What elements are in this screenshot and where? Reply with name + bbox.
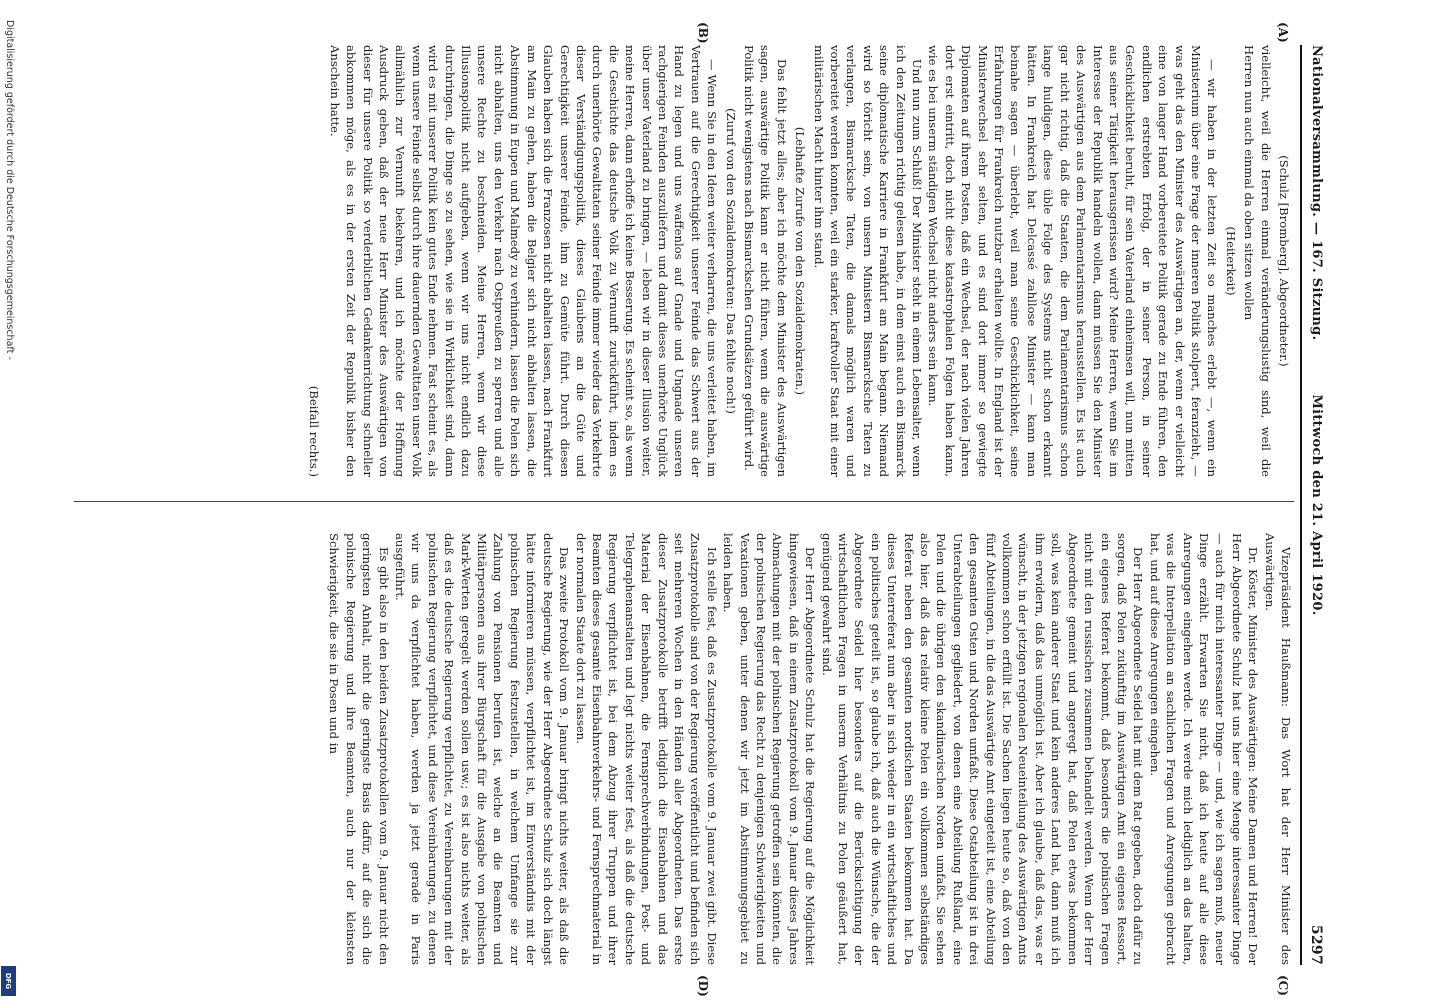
page-number: 5297: [1308, 924, 1324, 965]
paragraph: Es gibt also in den beiden Zusatzprotokollen vom 9. Januar nicht den geringsten Anhalt, nicht die geringste Basis dafür, auf die sich die polnische Regierung und ihre Beamten, auch nur der kleinsten Schwierigkeit, die sie in Posen und in: [327, 533, 391, 965]
paragraph: Ich stelle fest, daß es Zusatzprotokolle vom 9. Januar zwei gibt. Diese Zusatzprotokolle sind von der Regierung veröffentlicht und befinden sich seit mehreren Wochen in den Händen aller Abgeordneten. Das erste dieser Zusatzprotokolle betrifft lediglich die Eisenbahnen und das Material der Eisenbahnen, die Fernsprechverbindungen, Post- und Telegraphenanstalten und legt nichts weiter fest, als daß die deutsche Regierung verpflichtet ist, bei dem Abzug ihrer Truppen und ihrer Beamten dieses gesamte Eisenbahnverkehrs- und Fernsprechmaterial in der normalen Staate dort zu lassen.: [573, 533, 719, 965]
paragraph: Das fehlt jetzt alles; aber ich möchte dem Minister des Auswärtigen sagen, auswärtige Politik kann er nicht führen, wenn die auswärtige Politik nicht wenigstens nach Bismarckschen Grundsätzen geführt wird.: [742, 45, 789, 477]
margin-mark-a: (A): [1276, 22, 1290, 43]
margin-mark-d: (D): [696, 975, 710, 997]
dfg-logo: [1, 966, 16, 996]
dfg-logo-text: DFG: [4, 972, 13, 990]
paragraph: Der Herr Abgeordnete Seidel hat mit dem Rat gegeben, doch dafür zu sorgen, daß Polen zukünftig im Auswärtigen Amt ein eigenes Ressort, ein eigenes Referat bekommt, daß besonders die polnischen Fragen nicht mit den russischen zusammen behandelt werden. Wenn der Herr Abgeordnete gemeint und angeregt hat, daß Polen etwas bekommen soll, was kein anderer Staat und kein anderes Land hat, dann muß ich ihm erwidern, daß das unmöglich ist. Aber ich glaube, daß das, was er wünscht, in der jetzigen regionalen Neueinteilung des Auswärtigen Amts vollkommen schon erfüllt ist. Die Sachen liegen heute so, daß von den fünf Abteilungen, in die das Auswärtige Amt eingeteilt ist, eine Abteilung den gesamten Osten und Norden umfaßt. Diese Ostabteilung ist in drei Unterabteilungen gegliedert, von denen eine Abteilung Rußland, eine Polen und die übrigen den skandinavischen Norden umfaßt. Sie sehen also hier, daß das relativ kleine Polen ein vollkommen selbständiges Referat neben den gesamten nordischen Staaten bekommen hat. Da dieses Unterreferat nun aber in sich wieder in ein wirtschaftliches und ein politisches geteilt ist, so glaube ich, daß auch die Wünsche, die der Abgeordnete Seidel hier besonders auf die Berücksichtigung der wirtschaftlichen Fragen in unserm Verhältnis zu Polen geäußert hat, genügend gewahrt sind.: [819, 533, 1146, 965]
column-divider: [74, 501, 1294, 502]
applause-note: (Beifall rechts.): [307, 385, 322, 477]
running-header: [1300, 45, 1330, 965]
paragraph: Der Herr Abgeordnete Schulz hat die Regierung auf die Möglichkeit hingewiesen, daß in einem Zusatzprotokoll vom 9. Januar dieses Jahres Abmachungen mit der polnischen Regierung getroffen sein könnten, die der polnischen Regierung das Recht zu denjenigen Schwierigkeiten und Vexationen geben, unter denen wir jetzt im Abstimmungsgebiet zu leiden haben.: [721, 533, 818, 965]
margin-mark-c: (C): [1276, 975, 1290, 996]
paragraph: — wir haben in der letzten Zeit so manches erlebt —, wenn ein Ministerium über eine Frage der inneren Politik stolpert, feranzieht, — was geht das den Minister des Auswärtigen an, der, wenn er vielleicht eine von langer Hand vorbereitete Politik gerade zu Ende führen, den endlichen erstrebten Erfolg, der in seiner Person, in seiner Geschicklichkeit beruht, für sein Vaterland einheimsen will, nun mitten aus seiner Tätigkeit herausgerissen wird? Meine Herren, wenn Sie im Interesse der Republik handeln wollen, dann müssen Sie den Minister des Auswärtigen aus dem Parlamentarismus herausstellen. Es ist auch gar nicht richtig, daß die Staaten, die dem Parlamentarismus schon lange huldigen, diese üble Folge des Systems nicht schon erkannt hätten. In Frankreich hat Delcassé zahllose Minister — kann man beinahe sagen — überlebt, weil man seine Geschicklichkeit, seine Erfahrungen für Frankreich nutzbar erhalten wollte. In England ist der Ministerwechsel sehr selten, und es sind dort immer so gewiegte Diplomaten auf ihrem Posten, daß ein Wechsel, der nach vielen Jahren dort erst eintritt, doch nicht diese katastrophalen Folgen haben kann, wie es bei unserm ständigen Wechsel nicht anders sein kann.: [926, 45, 1220, 477]
interjection: (Heiterkeit): [1223, 226, 1238, 296]
digitization-note: Digitalisierung gefördert durch die Deutsche Forschungsgemeinschaft -: [4, 20, 15, 360]
paragraph: Vizepräsident Haußmann: Das Wort hat der Herr Minister des Auswärtigen.: [1262, 533, 1293, 965]
interjection: (Lebhafte Zurufe von den Sozialdemokraten.): [793, 126, 808, 396]
speaker-attribution: (Schulz [Bromberg], Abgeordneter.): [1277, 155, 1291, 367]
interjection: (Zuruf von den Sozialdemokraten: Das fehlte noch!): [723, 108, 738, 414]
header-session: Nationalversammlung. — 167. Sitzung.: [1309, 45, 1324, 341]
right-text-column: [54, 533, 1294, 965]
margin-mark-b: (B): [696, 22, 710, 44]
paragraph: Und nun zum Schluß! Der Minister steht in einem Lebensalter, wenn ich den Zeitungen richtig gelesen habe, in dem einst auch ein Bismarck seine diplomatische Karriere in Frankfurt am Main begann. Niemand wird so töricht sein, von unsern Ministern Bismarcksche Taten zu verlangen, Bismarcksche Taten, die damals möglich waren und vorbereitet werden konnten, weil ein starker, kraftvoller Staat mit einer militärischen Macht hinter ihm stand.: [811, 45, 925, 477]
digitization-credit: [2, 20, 16, 980]
paragraph: Das zweite Protokoll vom 9. Januar bringt nichts weiter, als daß die deutsche Regierung, wie der Herr Abgeordnete Schulz sich doch längst hätte informieren müssen, verpflichtet ist, im Einverständnis mit der polnischen Regierung festzustellen, in welchem Umfange sie zur Zahlung von Pensionen berufen ist, welche an die Beamten und Militärpersonen aus ihrer Bürgschaft für die Ausgabe von polnischen Mark-Werten geregelt werden sollen usw.; es ist also nichts weiter, als daß es die deutsche Regierung verpflichtet, zu Vereinbarungen mit der polnischen Regierung verpflichtet, und diese Vereinbarungen, zu denen wir uns da verpflichtet haben, werden ja jetzt gerade in Paris ausgeführt.: [393, 533, 572, 965]
paragraph: — Wenn Sie in den Ideen weiter verharren, die uns verleitet haben, im Vertrauen auf die Gerechtigkeit unserer Feinde das Schwert aus der Hand zu legen und uns waffenlos auf Gnade und Ungnade unseren rachgierigen Feinden auszuliefern und damit dieses unerhörte Unglück über unser Vaterland zu bringen, — leben wir in dieser Illusion weiter, meine Herren, dann erhoffe ich keine Besserung. Es scheint so, als wenn die Geschichte das deutsche Volk zu Vernunft zurückführt, indem es durch unerhörte Gewalttaten seiner Feinde immer wieder das Verkehrte dieser Verständigungspolitik, dieses Glaubens an die Güte und Gerechtigkeit unserer Feinde, ihm zu Gemüte führt. Durch diesen Glauben haben sich die Franzosen nicht abhalten lassen, nach Frankfurt am Main zu gehen, haben die Belgier sich nicht abhalten lassen, die Abstimmung in Eupen und Malmedy zu verhindern, lassen die Polen sich nicht abhalten, uns den Verkehr nach Ostpreußen zu sperren und alle unsere Rechte zu beschneiden. Meine Herren, wenn wir diese Illusionspolitik nicht aufgeben, wenn wir uns nicht endlich dazu durchringen, die Dinge so zu sehen, wie sie in Wirklichkeit sind, dann wird es mit unserer Politik kein gutes Ende nehmen. Fast scheint es, als wenn unsere Feinde selbst durch ihre dauernden Gewalttaten unser Volk allmählich zur Vernunft bekehren, und ich möchte der Hoffnung Ausdruck geben, daß der neue Herr Minister des Auswärtigen von dieser für unsere Politik so verderblichen Gedankenrichtung schneller abkommen möge, als es in der ersten Zeit der Republik bisher den Anschein hatte.: [327, 45, 720, 477]
header-date: Mittwoch den 21. April 1920.: [1309, 394, 1324, 616]
paragraph: Dr. Köster, Minister des Auswärtigen: Meine Damen und Herren! Der Herr Abgeordnete Schulz hat uns hier eine Menge interessanter Dinge — auch für mich interessanter Dinge — und, wie ich sagen muß, neuer Dinge erzählt. Erwarten Sie nicht, daß ich heute auf alle diese Anregungen eingehen werde. Ich werde mich lediglich an das halten, was die Interpellation an sachlichen Fragen und Anregungen gebracht hat, und auf diese Anregungen eingehen.: [1147, 533, 1261, 965]
left-text-column: [54, 45, 1294, 477]
paragraph: vielleicht, weil die Herren einmal veränderungslustig sind, weil die Herren nun auch einmal da oben sitzen wollen: [1242, 45, 1273, 477]
